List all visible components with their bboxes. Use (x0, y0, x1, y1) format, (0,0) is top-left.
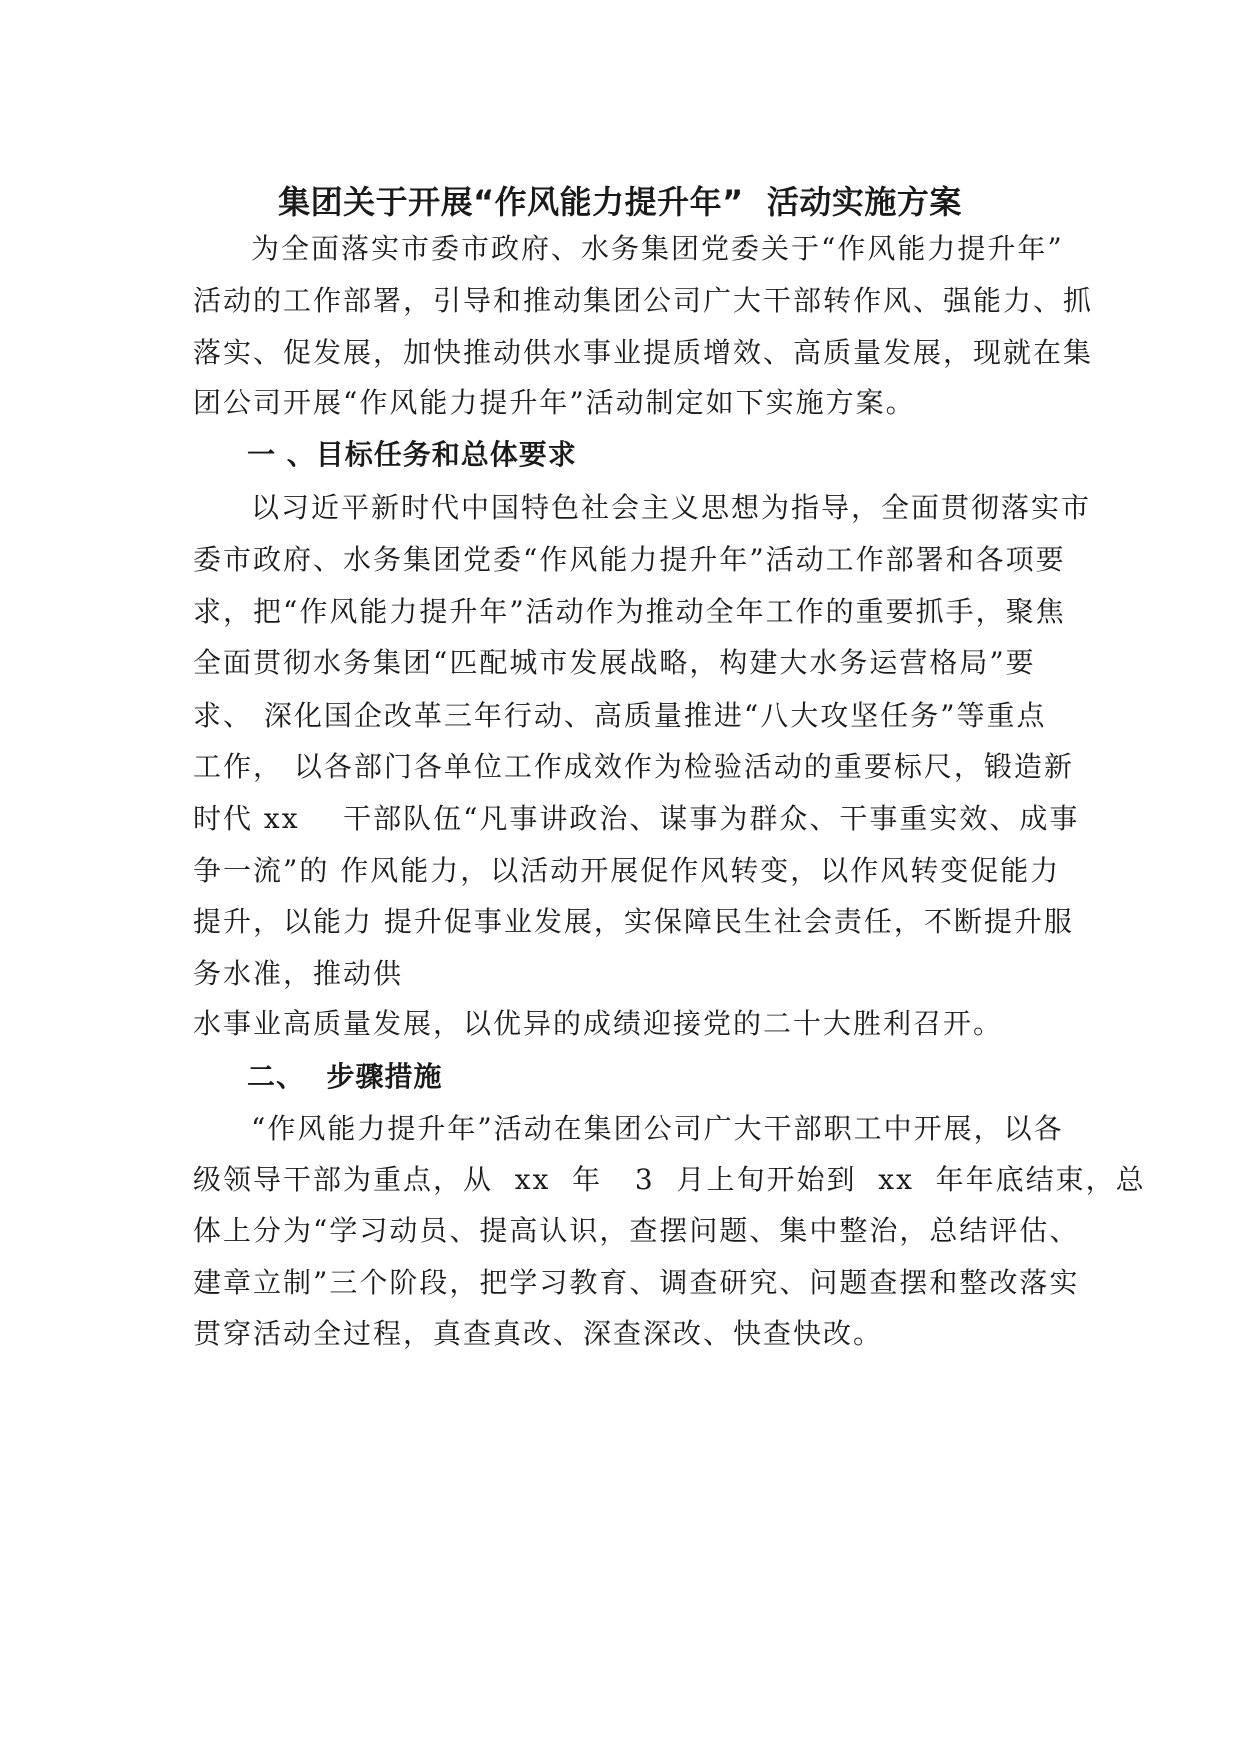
section1-line-9: 提升，以能力 提升促事业发展，实保障民生社会责任，不断提升服 (193, 905, 1074, 938)
section1-heading: 一 、目标任务和总体要求 (247, 438, 577, 471)
section1-line-7: 时代 xx 干部队伍“凡事讲政治、谋事为群众、干事重实效、成事 (193, 802, 1080, 835)
section1-line-4: 全面贯彻水务集团“匹配城市发展战略，构建大水务运营格局”要 (193, 646, 1036, 679)
section1-line-2: 委市政府、水务集团党委“作风能力提升年”活动工作部署和各项要 (193, 543, 1066, 576)
section2-line-4: 建章立制”三个阶段，把学习教育、调查研究、问题查摆和整改落实 (193, 1266, 1080, 1299)
intro-line-1: 为全面落实市委市政府、水务集团党委关于“作风能力提升年” (251, 232, 1064, 265)
document-title: 集团关于开展“作风能力提升年” 活动实施方案 (278, 183, 962, 221)
intro-line-3: 落实、促发展，加快推动供水事业提质增效、高质量发展，现就在集 (193, 336, 1094, 369)
intro-line-4: 团公司开展“作风能力提升年”活动制定如下实施方案。 (193, 386, 916, 419)
section1-line-3: 求，把“作风能力提升年”活动作为推动全年工作的重要抓手，聚焦 (193, 595, 1066, 628)
section2-line-5: 贯穿活动全过程，真查真改、深查深改、快查快改。 (193, 1317, 884, 1350)
section2-line-1: “作风能力提升年”活动在集团公司广大干部职工中开展，以各 (251, 1112, 1064, 1145)
section1-line-1: 以习近平新时代中国特色社会主义思想为指导，全面贯彻落实市 (251, 491, 1092, 524)
section2-line-3: 体上分为“学习动员、提高认识，查摆问题、集中整治，总结评估、 (193, 1214, 1080, 1247)
section1-line-8: 争一流”的 作风能力，以活动开展促作风转变，以作风转变促能力 (193, 854, 1061, 887)
section2-line-2: 级领导干部为重点，从 xx 年 3 月上旬开始到 xx 年年底结束，总 (193, 1163, 1146, 1196)
intro-line-2: 活动的工作部署，引导和推动集团公司广大干部转作风、强能力、抓 (193, 284, 1094, 317)
section1-line-11: 水事业高质量发展，以优异的成绩迎接党的二十大胜利召开。 (193, 1007, 1004, 1040)
section1-line-5: 求、 深化国企改革三年行动、高质量推进“八大攻坚任务”等重点 (193, 699, 1047, 732)
section1-line-10: 务水准，推动供 (193, 957, 404, 990)
section1-line-6: 工作， 以各部门各单位工作成效作为检验活动的重要标尺，锻造新 (193, 750, 1074, 783)
section2-heading: 二、 步骤措施 (247, 1060, 443, 1093)
